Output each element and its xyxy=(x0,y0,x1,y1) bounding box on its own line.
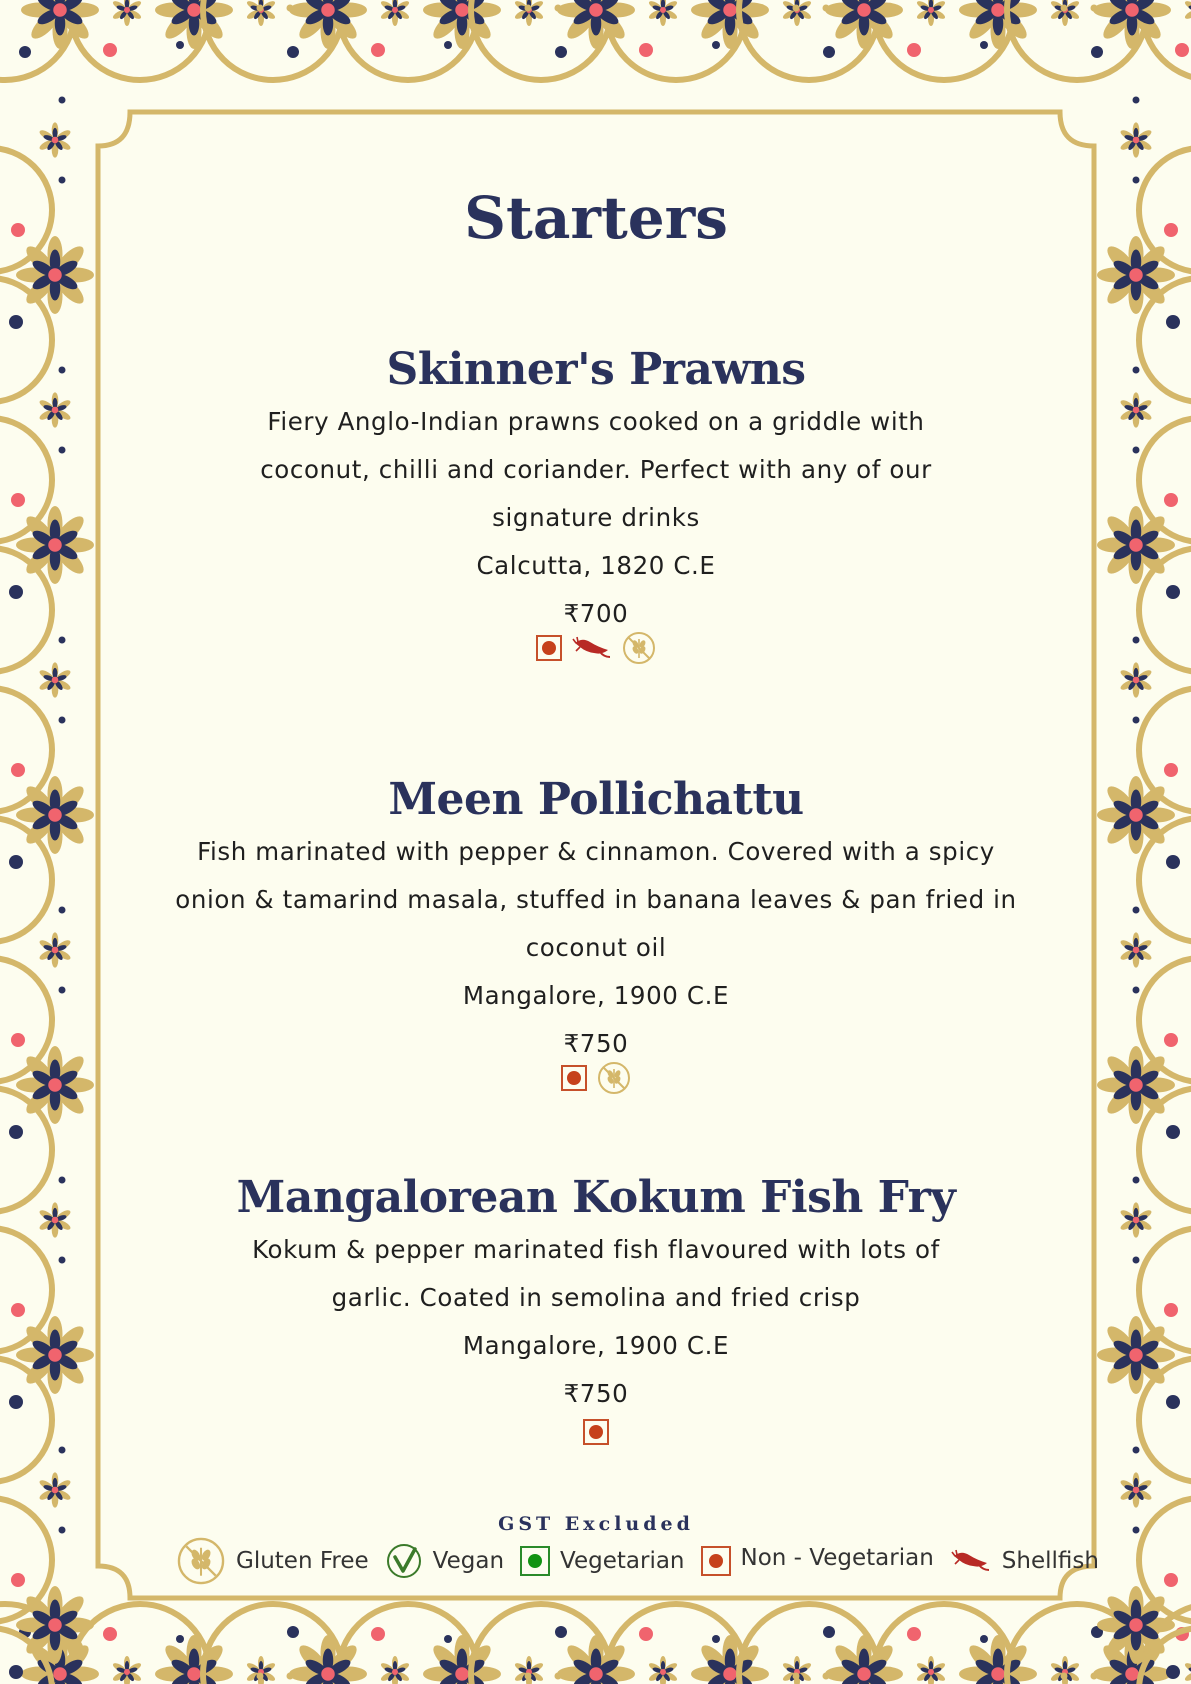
legend-label-vegetarian: Vegetarian xyxy=(560,1548,685,1574)
menu-item-mangalorean-kokum-fish-fry xyxy=(98,1170,1094,1450)
item-description-line: coconut oil xyxy=(525,933,667,962)
non-vegetarian-icon xyxy=(536,635,562,661)
item-price: ₹700 xyxy=(563,599,629,628)
shellfish-icon xyxy=(572,635,612,661)
item-description-line: signature drinks xyxy=(492,503,700,532)
diet-legend xyxy=(176,1536,1105,1586)
gst-note: GST Excluded xyxy=(498,1513,694,1535)
item-description-line: garlic. Coated in semolina and fried crisp xyxy=(331,1283,861,1312)
menu-item-meen-pollichattu xyxy=(98,772,1094,1096)
vegetarian-icon xyxy=(520,1546,550,1576)
item-name: Mangalorean Kokum Fish Fry xyxy=(236,1172,956,1223)
item-diet-icons xyxy=(98,1414,1094,1450)
item-origin: Mangalore, 1900 C.E xyxy=(462,981,730,1010)
item-description-line: onion & tamarind masala, stuffed in banana leaves & pan fried in xyxy=(175,885,1017,914)
menu-item-skinners-prawns xyxy=(98,342,1094,666)
shellfish-icon xyxy=(950,1548,992,1574)
legend-label-shellfish: Shellfish xyxy=(1001,1548,1099,1574)
item-description-line: coconut, chilli and coriander. Perfect with any of our xyxy=(260,455,932,484)
non-vegetarian-icon xyxy=(561,1065,587,1091)
legend-label-vegan: Vegan xyxy=(432,1548,505,1574)
item-name: Meen Pollichattu xyxy=(388,774,804,825)
menu-panel xyxy=(98,110,1094,1598)
item-description xyxy=(98,398,1094,542)
legend-label-non-vegetarian: Non - Vegetarian xyxy=(740,1545,934,1571)
item-description-line: Kokum & pepper marinated fish flavoured with lots of xyxy=(252,1235,940,1264)
page-title: Starters xyxy=(464,184,728,252)
gluten-free-icon xyxy=(622,631,656,665)
vegan-icon xyxy=(385,1542,423,1580)
item-description xyxy=(98,828,1094,972)
item-origin: Calcutta, 1820 C.E xyxy=(476,551,716,580)
item-origin: Mangalore, 1900 C.E xyxy=(462,1331,730,1360)
gluten-free-icon xyxy=(597,1061,631,1095)
legend-label-gluten-free: Gluten Free xyxy=(236,1548,369,1574)
non-vegetarian-icon xyxy=(583,1419,609,1445)
item-price: ₹750 xyxy=(563,1029,629,1058)
item-price: ₹750 xyxy=(563,1379,629,1408)
non-vegetarian-icon xyxy=(701,1546,731,1576)
item-description-line: Fish marinated with pepper & cinnamon. Covered with a spicy xyxy=(197,837,995,866)
item-description-line: Fiery Anglo-Indian prawns cooked on a griddle with xyxy=(267,407,925,436)
item-name: Skinner's Prawns xyxy=(386,344,806,395)
gluten-free-icon xyxy=(176,1536,226,1586)
item-description xyxy=(98,1226,1094,1322)
item-diet-icons xyxy=(98,630,1094,666)
